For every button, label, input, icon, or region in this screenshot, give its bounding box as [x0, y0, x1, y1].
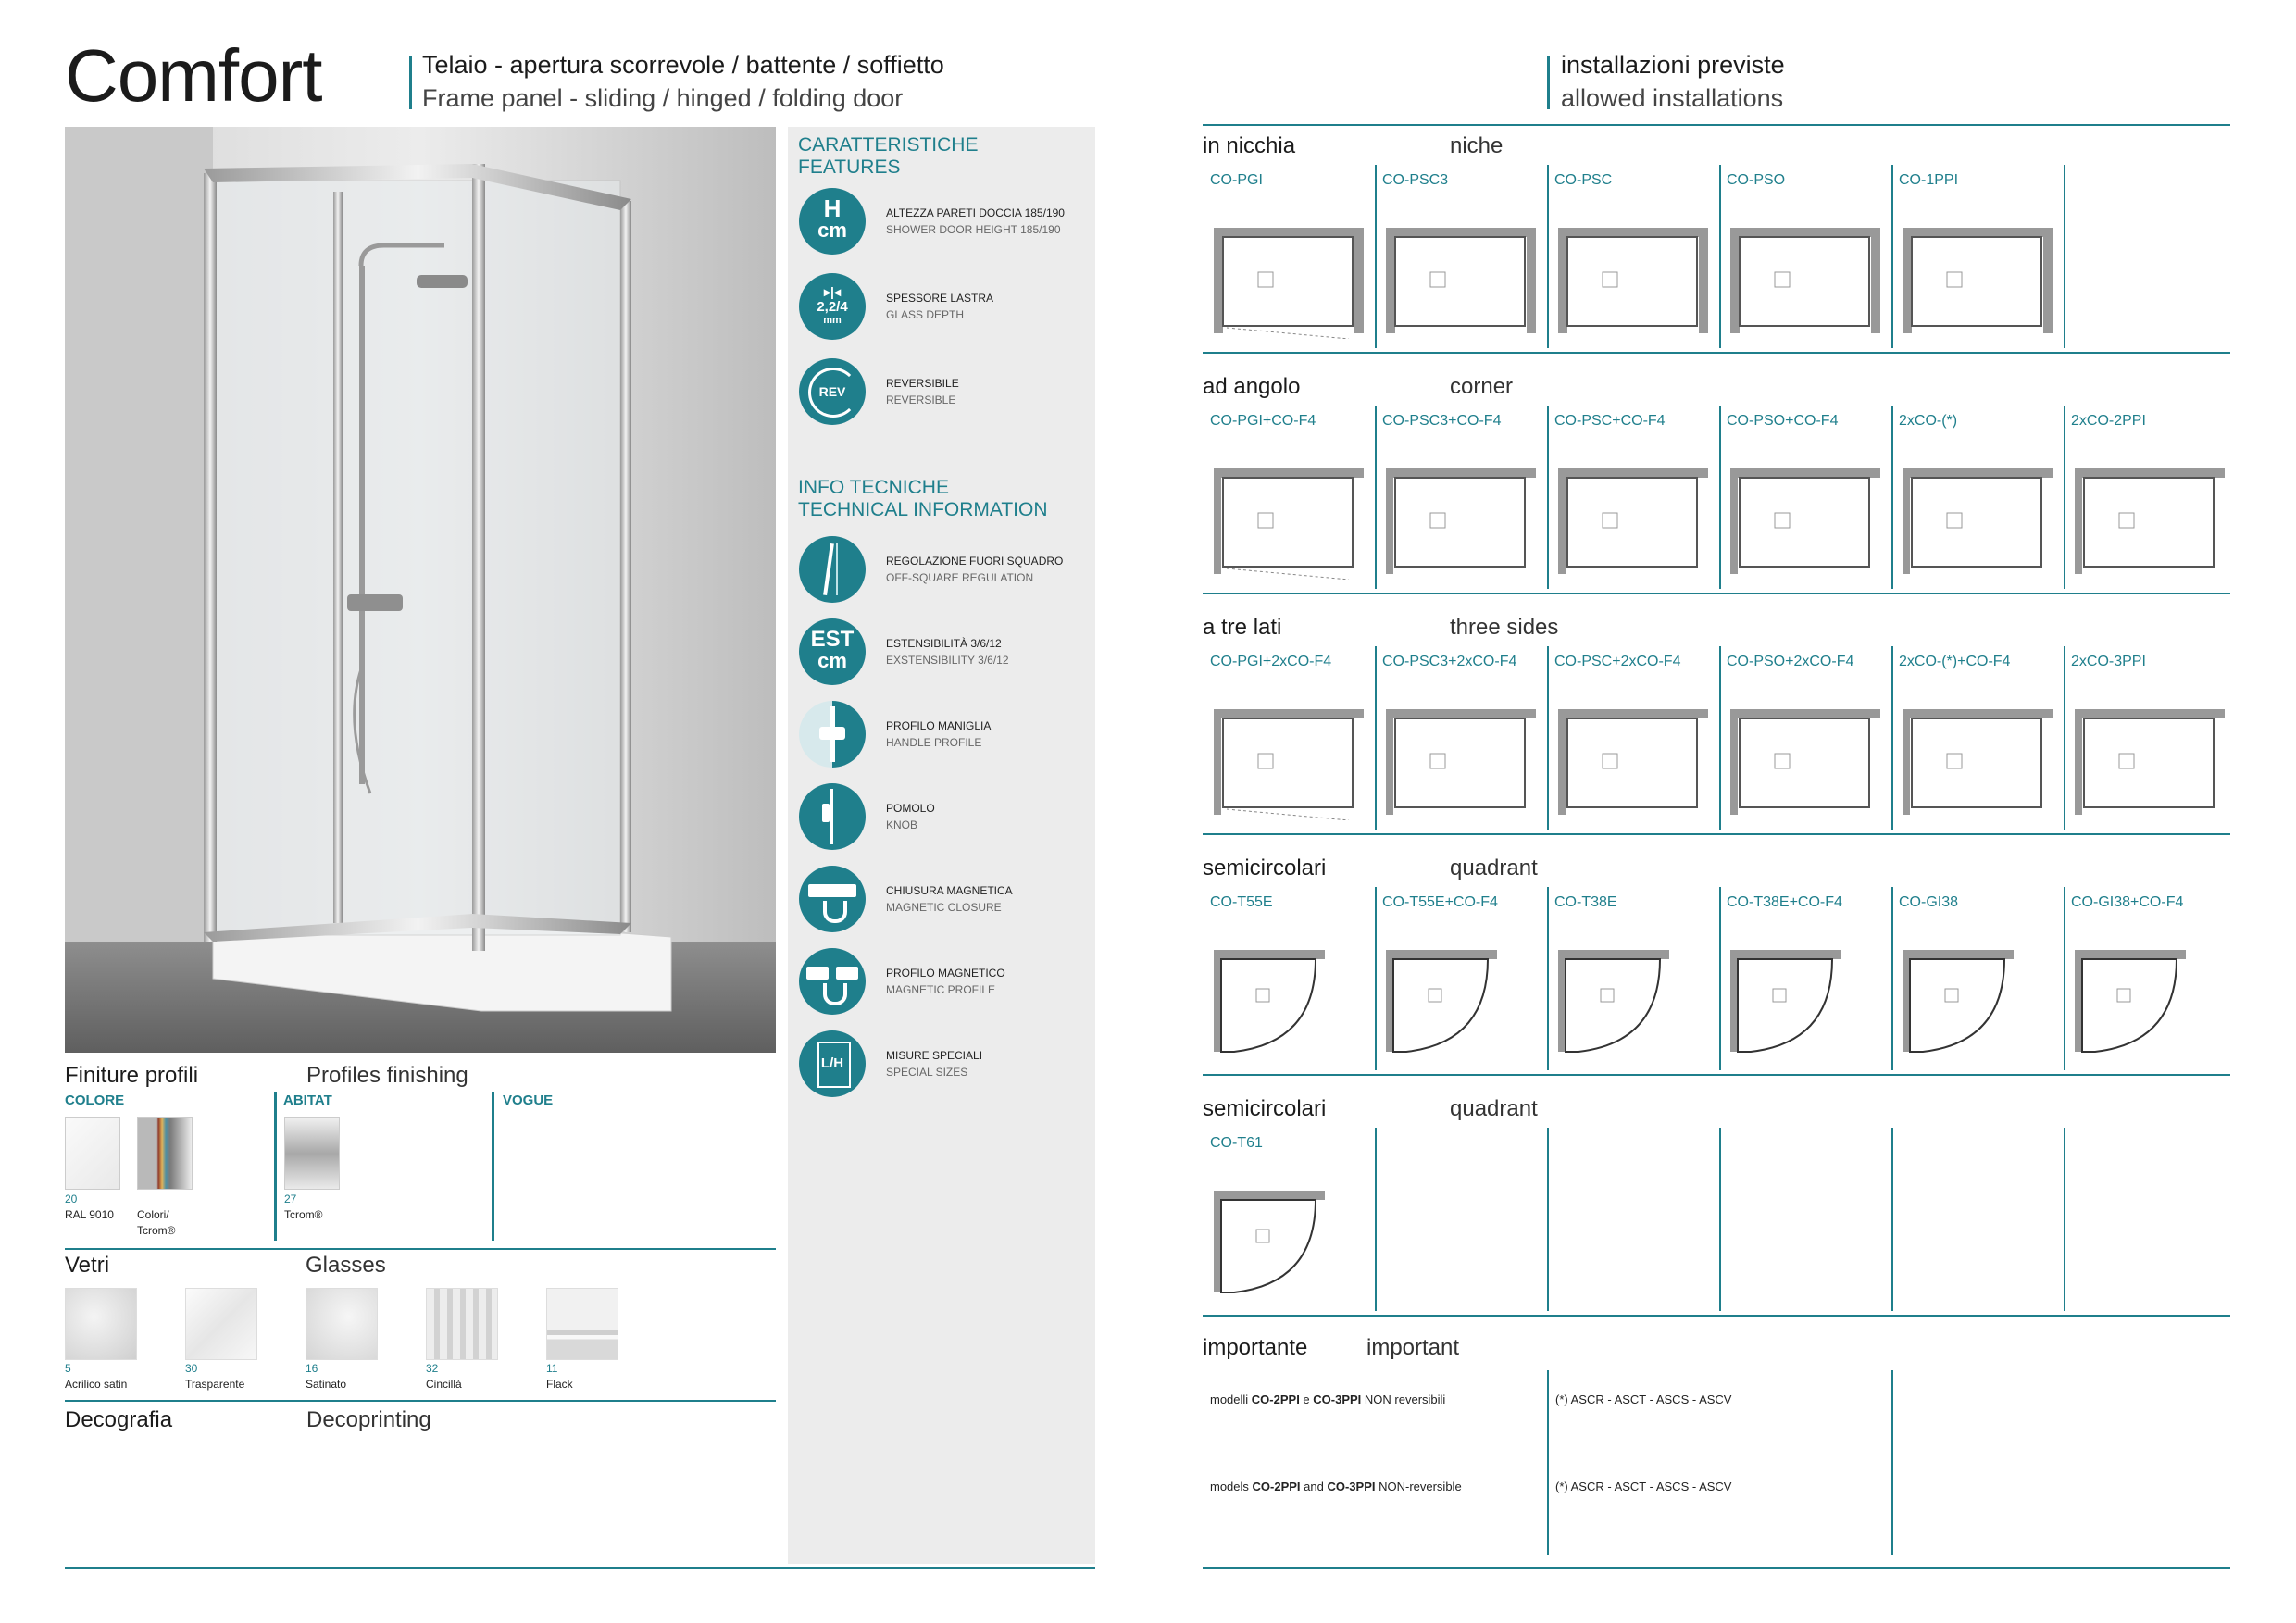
- footer-line: [1203, 1567, 2230, 1569]
- installation-plan-diagram: [1554, 450, 1712, 580]
- important-divider: [1547, 1370, 1549, 1555]
- glass-flack[interactable]: [546, 1288, 618, 1360]
- installation-option[interactable]: [1547, 654, 1719, 830]
- tech-item: [799, 618, 1095, 693]
- tech-item: [799, 948, 1095, 1022]
- swatch-name: RAL 9010: [65, 1208, 114, 1221]
- glass-acrilico-satin[interactable]: [65, 1288, 137, 1360]
- off-square-icon: [799, 536, 866, 603]
- group-vogue: VOGUE: [503, 1092, 554, 1108]
- installation-code: CO-GI38: [1899, 894, 1959, 910]
- installation-plan-diagram: [1727, 209, 1884, 339]
- installation-option[interactable]: [1891, 413, 2064, 589]
- installation-code: 2xCO-(*): [1899, 413, 1958, 429]
- installation-plan-diagram: [1382, 931, 1540, 1061]
- installation-code: CO-PGI+CO-F4: [1210, 413, 1316, 429]
- installation-plan-diagram: [1554, 931, 1712, 1061]
- important-ref-1: (*) ASCR - ASCT - ASCS - ASCV: [1555, 1392, 1732, 1406]
- installation-plan-diagram: [1210, 209, 1367, 339]
- installation-option[interactable]: [1203, 172, 1375, 348]
- glasses-title-it: Vetri: [65, 1253, 110, 1278]
- installation-option: [2064, 172, 2236, 348]
- installation-plan-diagram: [1899, 691, 2056, 820]
- installation-option[interactable]: [1719, 172, 1891, 348]
- installation-code: CO-PGI: [1210, 172, 1263, 188]
- glass-number: 32: [426, 1362, 439, 1375]
- swatch-ral9010[interactable]: [65, 1117, 120, 1190]
- installation-code: CO-T38E+CO-F4: [1727, 894, 1842, 910]
- glass-cincilla[interactable]: [426, 1288, 498, 1360]
- installation-row-title-en: three sides: [1450, 615, 1559, 640]
- feature-label-en: SHOWER DOOR HEIGHT 185/190: [886, 223, 1061, 236]
- installation-code: CO-PSC3+2xCO-F4: [1382, 654, 1517, 669]
- installation-plan-diagram: [1899, 209, 2056, 339]
- profiles-title-it: Finiture profili: [65, 1063, 199, 1088]
- installation-code: 2xCO-2PPI: [2071, 413, 2146, 429]
- handle-profile-icon: [799, 701, 866, 768]
- tech-label-en: MAGNETIC PROFILE: [886, 983, 996, 996]
- installation-option[interactable]: [1375, 894, 1547, 1070]
- installation-row-title-it: in nicchia: [1203, 133, 1296, 158]
- glass-name: Cincillà: [426, 1378, 462, 1391]
- installation-option[interactable]: [1547, 894, 1719, 1070]
- installation-code: CO-PSO+CO-F4: [1727, 413, 1839, 429]
- swatch-number: 27: [284, 1192, 297, 1205]
- tech-label-en: MAGNETIC CLOSURE: [886, 901, 1002, 914]
- installation-plan-diagram: [2071, 691, 2228, 820]
- installation-plan-diagram: [1899, 450, 2056, 580]
- installation-option[interactable]: [1375, 172, 1547, 348]
- installation-option[interactable]: [1719, 654, 1891, 830]
- glass-number: 5: [65, 1362, 71, 1375]
- feature-item: [799, 188, 1095, 262]
- installation-option[interactable]: [2064, 413, 2236, 589]
- tech-label: MISURE SPECIALI: [886, 1049, 983, 1062]
- tech-label-en: SPECIAL SIZES: [886, 1066, 968, 1079]
- height-cm-icon: H cm: [799, 188, 866, 255]
- installation-code: CO-PGI+2xCO-F4: [1210, 654, 1332, 669]
- important-title-it: importante: [1203, 1335, 1308, 1360]
- product-photo: [65, 127, 776, 1053]
- swatch-tcrom[interactable]: [284, 1117, 340, 1190]
- installation-plan-diagram: [1554, 209, 1712, 339]
- glass-trasparente[interactable]: [185, 1288, 257, 1360]
- installation-row-title-en: corner: [1450, 374, 1514, 399]
- group-abitat: ABITAT: [283, 1092, 332, 1108]
- glass-depth-icon: ▸|◂ 2,2/4 mm: [799, 273, 866, 340]
- subtitle-it: Telaio - apertura scorrevole / battente / soffietto: [422, 51, 944, 79]
- glass-name: Satinato: [306, 1378, 347, 1391]
- installation-code: CO-PSO+2xCO-F4: [1727, 654, 1854, 669]
- swatch-colori-tcrom[interactable]: [137, 1117, 193, 1190]
- tech-label: PROFILO MAGNETICO: [886, 967, 1005, 980]
- installation-plan-diagram: [1899, 931, 2056, 1061]
- swatch-name: Tcrom®: [137, 1224, 176, 1237]
- installation-plan-diagram: [1210, 931, 1367, 1061]
- installation-code: CO-1PPI: [1899, 172, 1959, 188]
- installation-code: CO-T55E+CO-F4: [1382, 894, 1498, 910]
- feature-label-en: REVERSIBLE: [886, 393, 956, 406]
- installation-option[interactable]: [1375, 654, 1547, 830]
- installation-option[interactable]: [1203, 413, 1375, 589]
- installation-plan-diagram: [1382, 450, 1540, 580]
- installation-option[interactable]: [1547, 413, 1719, 589]
- installation-option: [1891, 1135, 2064, 1311]
- installation-row-title-it: ad angolo: [1203, 374, 1301, 399]
- tech-heading-it: INFO TECNICHE: [798, 477, 949, 498]
- installation-row-title-it: a tre lati: [1203, 615, 1282, 640]
- reversible-icon: REV: [799, 358, 866, 425]
- installation-code: CO-T61: [1210, 1135, 1263, 1151]
- installation-plan-diagram: [1210, 450, 1367, 580]
- swatch-name: Tcrom®: [284, 1208, 323, 1221]
- installation-plan-diagram: [1554, 691, 1712, 820]
- tech-label: ESTENSIBILITÀ 3/6/12: [886, 637, 1002, 650]
- tech-label: CHIUSURA MAGNETICA: [886, 884, 1013, 897]
- installation-row-title-en: niche: [1450, 133, 1504, 158]
- feature-item: [799, 273, 1095, 347]
- divider: [65, 1400, 776, 1402]
- installation-option[interactable]: [2064, 654, 2236, 830]
- row-divider: [1203, 593, 2230, 594]
- installations-grid: [1203, 0, 2230, 1623]
- features-heading-it: CARATTERISTICHE: [798, 134, 979, 156]
- installation-row-title-it: semicircolari: [1203, 1096, 1327, 1121]
- tech-label: REGOLAZIONE FUORI SQUADRO: [886, 555, 1064, 568]
- group-divider: [274, 1092, 277, 1241]
- page-title: Comfort: [65, 34, 322, 117]
- tech-label-en: OFF-SQUARE REGULATION: [886, 571, 1034, 584]
- divider: [65, 1248, 776, 1250]
- feature-label: SPESSORE LASTRA: [886, 292, 994, 305]
- installation-option: [1719, 1135, 1891, 1311]
- special-sizes-icon: L/H: [799, 1030, 866, 1097]
- row-divider: [1203, 833, 2230, 835]
- installation-code: CO-GI38+CO-F4: [2071, 894, 2184, 910]
- installation-plan-diagram: [1210, 691, 1367, 820]
- installation-plan-diagram: [1382, 691, 1540, 820]
- installation-option[interactable]: [2064, 894, 2236, 1070]
- feature-label: REVERSIBILE: [886, 377, 959, 390]
- installation-option[interactable]: [1375, 413, 1547, 589]
- installation-code: CO-PSC: [1554, 172, 1613, 188]
- installation-code: CO-PSC3: [1382, 172, 1449, 188]
- glass-satinato[interactable]: [306, 1288, 378, 1360]
- installation-plan-diagram: [1382, 209, 1540, 339]
- decoprinting-title-en: Decoprinting: [306, 1407, 431, 1432]
- installation-row-title-en: quadrant: [1450, 855, 1538, 880]
- feature-label-en: GLASS DEPTH: [886, 308, 965, 321]
- installation-option[interactable]: [1203, 894, 1375, 1070]
- feature-item: [799, 358, 1095, 432]
- glass-number: 11: [546, 1362, 558, 1375]
- installs-title-en: allowed installations: [1561, 84, 1784, 112]
- installation-plan-diagram: [2071, 450, 2228, 580]
- installation-code: CO-T38E: [1554, 894, 1617, 910]
- important-title-en: important: [1366, 1335, 1460, 1360]
- feature-label: ALTEZZA PARETI DOCCIA 185/190: [886, 206, 1065, 219]
- glass-name: Acrilico satin: [65, 1378, 128, 1391]
- footer-line: [65, 1567, 1095, 1569]
- installation-code: CO-PSC+2xCO-F4: [1554, 654, 1681, 669]
- installs-title-it: installazioni previste: [1561, 51, 1785, 79]
- row-divider: [1203, 352, 2230, 354]
- installation-row-title-it: semicircolari: [1203, 855, 1327, 880]
- installation-plan-diagram: [1727, 691, 1884, 820]
- glass-number: 16: [306, 1362, 318, 1375]
- installation-option: [2064, 1135, 2236, 1311]
- installation-code: CO-PSC3+CO-F4: [1382, 413, 1502, 429]
- profiles-title-en: Profiles finishing: [306, 1063, 468, 1088]
- glass-name: Flack: [546, 1378, 573, 1391]
- row-divider: [1203, 1315, 2230, 1317]
- tech-item: [799, 866, 1095, 940]
- installation-option[interactable]: [1203, 1135, 1375, 1311]
- tech-label-en: KNOB: [886, 818, 918, 831]
- installation-code: 2xCO-3PPI: [2071, 654, 2146, 669]
- installation-plan-diagram: [1210, 1172, 1367, 1302]
- extensibility-icon: EST cm: [799, 618, 866, 685]
- magnetic-closure-icon: [799, 866, 866, 932]
- features-panel: [788, 127, 1095, 1564]
- features-heading-en: FEATURES: [798, 156, 901, 178]
- important-note-en: models CO-2PPI and CO-3PPI NON-reversible: [1210, 1479, 1462, 1493]
- decoprinting-title-it: Decografia: [65, 1407, 173, 1432]
- installation-option: [1547, 1135, 1719, 1311]
- magnetic-profile-icon: [799, 948, 866, 1015]
- installation-option[interactable]: [1547, 172, 1719, 348]
- swatch-name: Colori/: [137, 1208, 169, 1221]
- tech-label: POMOLO: [886, 802, 935, 815]
- installation-plan-diagram: [1727, 931, 1884, 1061]
- installation-plan-diagram: [2071, 931, 2228, 1061]
- important-ref-2: (*) ASCR - ASCT - ASCS - ASCV: [1555, 1479, 1732, 1493]
- installation-option[interactable]: [1719, 413, 1891, 589]
- important-divider: [1891, 1370, 1893, 1555]
- tech-label: PROFILO MANIGLIA: [886, 719, 992, 732]
- installation-code: CO-PSO: [1727, 172, 1786, 188]
- glasses-title-en: Glasses: [306, 1253, 386, 1278]
- installation-option[interactable]: [1891, 172, 2064, 348]
- installation-option[interactable]: [1203, 654, 1375, 830]
- tech-item: [799, 536, 1095, 610]
- installation-option[interactable]: [1891, 894, 2064, 1070]
- tech-heading-en: TECHNICAL INFORMATION: [798, 499, 1048, 520]
- tech-label-en: HANDLE PROFILE: [886, 736, 982, 749]
- subtitle-en: Frame panel - sliding / hinged / folding door: [422, 84, 904, 112]
- installation-option[interactable]: [1891, 654, 2064, 830]
- group-divider: [492, 1092, 494, 1241]
- group-colore: COLORE: [65, 1092, 125, 1108]
- tech-item: [799, 783, 1095, 857]
- installation-code: 2xCO-(*)+CO-F4: [1899, 654, 2011, 669]
- installation-code: CO-PSC+CO-F4: [1554, 413, 1666, 429]
- tech-item: [799, 1030, 1095, 1105]
- row-divider: [1203, 1074, 2230, 1076]
- glass-number: 30: [185, 1362, 198, 1375]
- installation-option[interactable]: [1719, 894, 1891, 1070]
- tech-item: [799, 701, 1095, 775]
- swatch-number: 20: [65, 1192, 78, 1205]
- glass-name: Trasparente: [185, 1378, 245, 1391]
- tech-label-en: EXSTENSIBILITY 3/6/12: [886, 654, 1009, 667]
- installation-row-title-en: quadrant: [1450, 1096, 1538, 1121]
- installation-plan-diagram: [1727, 450, 1884, 580]
- knob-icon: [799, 783, 866, 850]
- title-divider: [409, 56, 412, 109]
- installation-code: CO-T55E: [1210, 894, 1273, 910]
- important-note-it: modelli CO-2PPI e CO-3PPI NON reversibili: [1210, 1392, 1446, 1406]
- installation-option: [1375, 1135, 1547, 1311]
